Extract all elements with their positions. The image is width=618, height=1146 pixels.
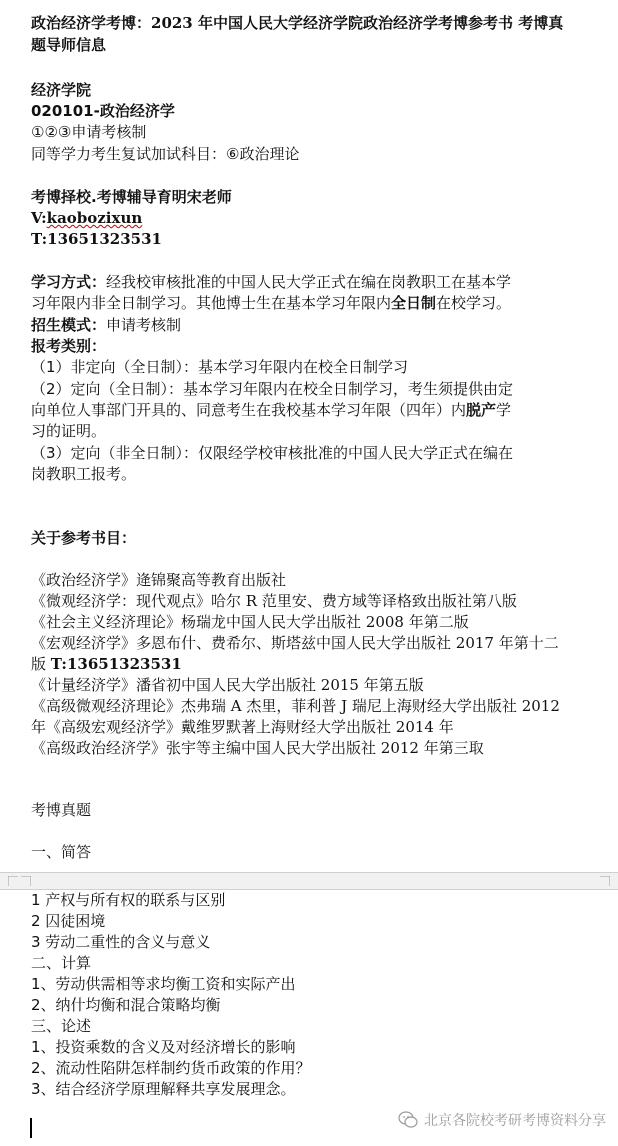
phone-line: T:13651323531 (31, 230, 162, 248)
question-7: 2、流动性陷阱怎样制约货币政策的作用？ (31, 1059, 311, 1077)
book-4-phone: T:13651323531 (50, 655, 182, 673)
book-1: 《政治经济学》逄锦聚高等教育出版社 (31, 571, 287, 589)
question-3: 3 劳动二重性的含义与意义 (31, 933, 211, 951)
question-5: 2、纳什均衡和混合策略均衡 (31, 996, 221, 1014)
book-4-line2 (31, 654, 182, 674)
question-8: 3、结合经济学原理解释共享发展理念。 (31, 1080, 296, 1098)
school-name: 经济学院 (31, 81, 92, 99)
category-3-line2: 岗教职工报考。 (31, 465, 137, 483)
recruit-value: 申请考核制 (106, 316, 182, 334)
books-heading: 关于参考书目： (31, 529, 137, 547)
major-code: 020101-政治经济学 (31, 102, 175, 120)
study-text-2b: 在校学习。 (436, 294, 512, 312)
book-4-line1: 《宏观经济学》多恩布什、费希尔、斯塔兹中国人民大学出版社 2017 年第十二 (31, 634, 559, 652)
question-1: 1 产权与所有权的联系与区别 (31, 891, 226, 909)
category-3-line1: （3）定向（非全日制）：仅限经学校审核批准的中国人民大学正式在编在 (31, 444, 514, 462)
watermark (398, 1110, 606, 1130)
corner-mark-icon (8, 876, 18, 886)
watermark-text: 北京各院校考研考博资料分享 (424, 1113, 606, 1129)
wechat-id: kaobozixun (46, 209, 143, 227)
recruit-line (31, 315, 181, 335)
equiv-subject: 同等学力考生复试加试科目：⑥政治理论 (31, 145, 300, 163)
study-text-2-bold: 全日制 (391, 294, 437, 312)
question-6: 1、投资乘数的含义及对经济增长的影响 (31, 1038, 296, 1056)
category-1: （1）非定向（全日制）：基本学习年限内在校全日制学习 (31, 358, 409, 376)
book-7: 年《高级宏观经济学》戴维罗默著上海财经大学出版社 2014 年 (31, 718, 454, 736)
doc-title-line1: 政治经济学考博：2023 年中国人民大学经济学院政治经济学考博参考书 考博真 (31, 14, 564, 32)
category-2-text-b: 学 (496, 401, 512, 419)
question-4: 1、劳动供需相等求均衡工资和实际产出 (31, 975, 296, 993)
wechat-line (31, 208, 142, 228)
question-2: 2 囚徒困境 (31, 912, 106, 930)
category-2-bold: 脱产 (466, 401, 497, 419)
category-label: 报考类别： (31, 337, 107, 355)
text-cursor (30, 1118, 32, 1138)
study-text-2a: 习年限内非全日制学习。其他博士生在基本学习年限内 (31, 294, 392, 312)
category-2-text-a: 向单位人事部门开具的、同意考生在我校基本学习年限（四年）内 (31, 401, 467, 419)
study-text-1: 经我校审核批准的中国人民大学正式在编在岗教职工在基本学 (106, 273, 512, 291)
book-4-text: 版 (31, 655, 51, 673)
corner-mark-icon (21, 876, 31, 886)
contact-title: 考博择校.考博辅导育明宋老师 (31, 188, 232, 206)
book-2: 《微观经济学：现代观点》哈尔 R 范里安、费方域等译格致出版社第八版 (31, 592, 517, 610)
category-2-line2 (31, 400, 511, 420)
section-2-heading: 二、计算 (31, 954, 92, 972)
exam-mode: ①②③申请考核制 (31, 123, 147, 141)
book-6: 《高级微观经济理论》杰弗瑞 A 杰里，菲利普 J 瑞尼上海财经大学出版社 2012 (31, 697, 560, 715)
wechat-prefix: V: (31, 209, 47, 227)
category-2-line3: 习的证明。 (31, 422, 107, 440)
doc-title-line2: 题导师信息 (31, 36, 107, 54)
section-1-heading: 一、简答 (31, 843, 92, 861)
page-break-separator (0, 872, 618, 890)
book-5: 《计量经济学》潘省初中国人民大学出版社 2015 年第五版 (31, 676, 424, 694)
book-3: 《社会主义经济理论》杨瑞龙中国人民大学出版社 2008 年第二版 (31, 613, 469, 631)
section-3-heading: 三、论述 (31, 1017, 92, 1035)
recruit-label: 招生模式： (31, 316, 107, 334)
corner-mark-icon (600, 876, 610, 886)
real-exam-heading: 考博真题 (31, 801, 92, 819)
wechat-icon (398, 1111, 418, 1129)
study-line2 (31, 293, 511, 313)
category-2-line1: （2）定向（全日制）：基本学习年限内在校全日制学习，考生须提供由定 (31, 380, 514, 398)
book-8: 《高级政治经济学》张宇等主编中国人民大学出版社 2012 年第三取 (31, 739, 484, 757)
study-label: 学习方式： (31, 273, 107, 291)
study-line1 (31, 272, 511, 292)
